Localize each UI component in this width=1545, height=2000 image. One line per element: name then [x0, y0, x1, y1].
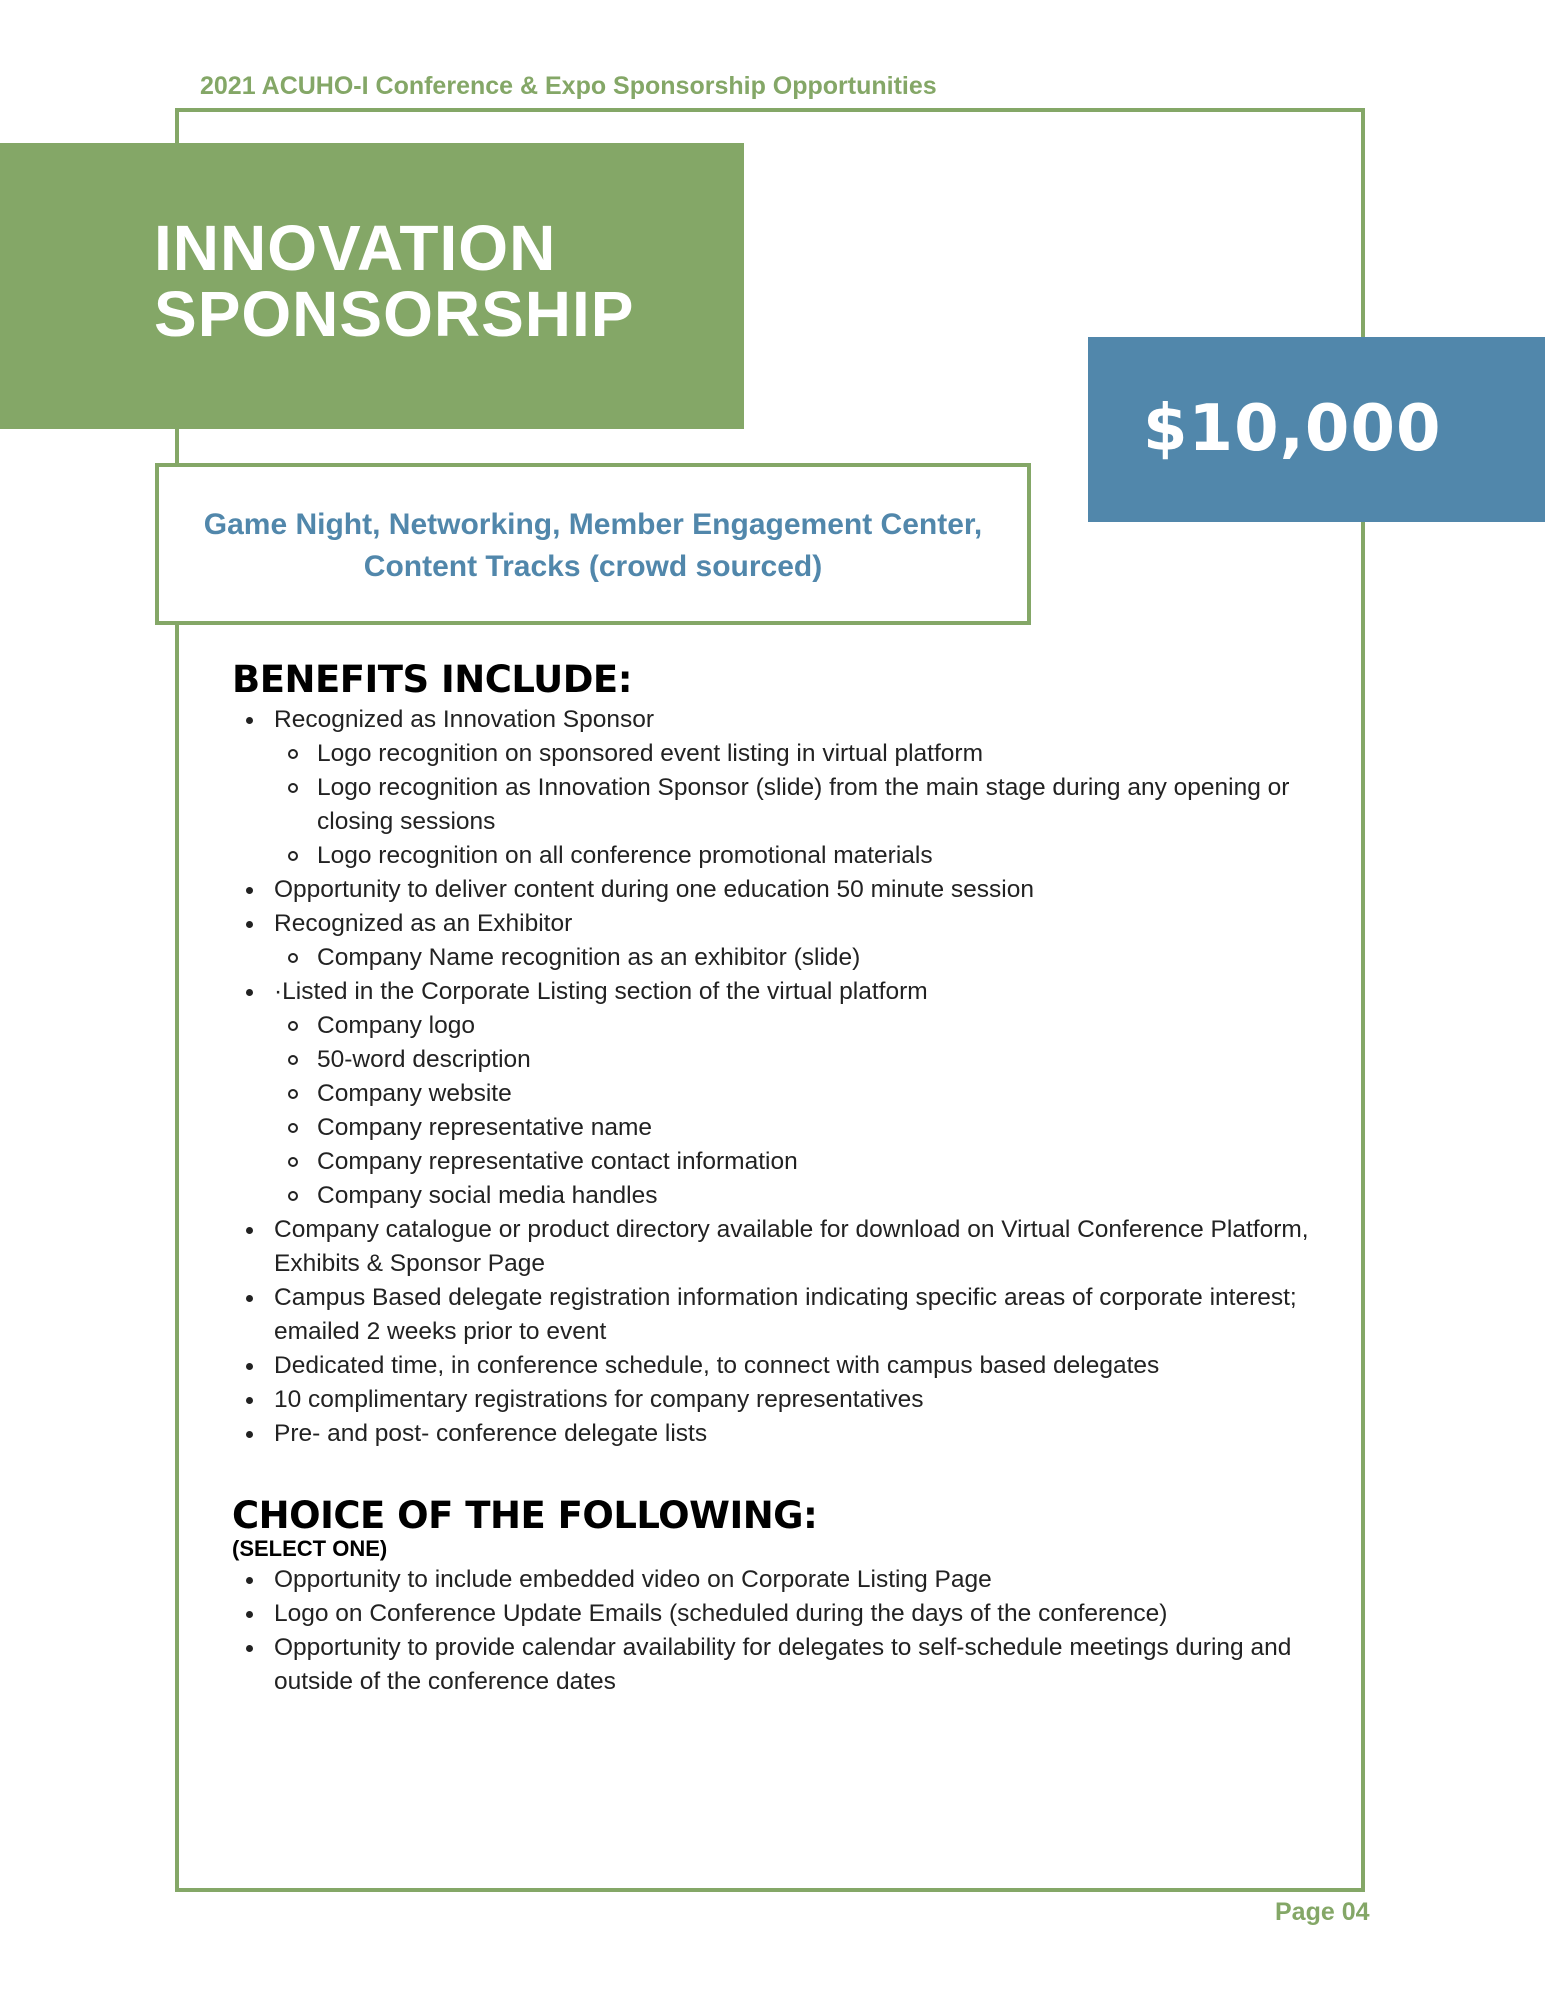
list-item: Recognized as Innovation Sponsor	[232, 703, 1312, 737]
list-item: Logo on Conference Update Emails (scheduled during the days of the conference)	[232, 1597, 1312, 1631]
choices-list	[232, 1563, 1312, 1699]
title-line-2: SPONSORSHIP	[154, 278, 635, 350]
sub-list-item: Company social media handles	[232, 1179, 1312, 1213]
sub-list-item: Company representative name	[232, 1111, 1312, 1145]
events-line-2: Content Tracks (crowd sourced)	[363, 550, 823, 583]
list-item: 10 complimentary registrations for company representatives	[232, 1383, 1312, 1417]
list-item: Opportunity to deliver content during one education 50 minute session	[232, 873, 1312, 907]
sub-list-item: Logo recognition on sponsored event listing in virtual platform	[232, 737, 1312, 771]
list-item: Company catalogue or product directory available for download on Virtual Conference Platform, Exhibits & Sponsor Page	[232, 1213, 1312, 1281]
list-item: Opportunity to provide calendar availability for delegates to self-schedule meetings during and outside of the conference dates	[232, 1631, 1312, 1699]
list-item: Campus Based delegate registration information indicating specific areas of corporate interest; emailed 2 weeks prior to event	[232, 1281, 1312, 1349]
choice-heading: CHOICE OF THE FOLLOWING:	[232, 1494, 818, 1537]
list-item: Pre- and post- conference delegate lists	[232, 1417, 1312, 1451]
sub-list-item: Logo recognition on all conference promotional materials	[232, 839, 1312, 873]
sponsorship-title	[154, 212, 635, 350]
list-item: Opportunity to include embedded video on Corporate Listing Page	[232, 1563, 1312, 1597]
sponsored-events-text	[159, 504, 1027, 588]
sub-list-item: Company logo	[232, 1009, 1312, 1043]
sub-list-item: Logo recognition as Innovation Sponsor (slide) from the main stage during any opening or closing sessions	[232, 771, 1312, 839]
list-item: Dedicated time, in conference schedule, to connect with campus based delegates	[232, 1349, 1312, 1383]
sub-list-item: 50-word description	[232, 1043, 1312, 1077]
sub-list-item: Company representative contact information	[232, 1145, 1312, 1179]
benefits-heading: BENEFITS INCLUDE:	[232, 658, 632, 701]
benefits-list	[232, 703, 1312, 1451]
price-value: $10,000	[1143, 392, 1442, 466]
price-banner	[1088, 337, 1545, 522]
events-line-1: Game Night, Networking, Member Engagement Center,	[203, 508, 983, 541]
list-item: ·Listed in the Corporate Listing section of the virtual platform	[232, 975, 1312, 1009]
document-header-title: 2021 ACUHO-I Conference & Expo Sponsorship Opportunities	[200, 72, 937, 100]
title-banner	[0, 143, 744, 429]
list-item: Recognized as an Exhibitor	[232, 907, 1312, 941]
page-number: Page 04	[1275, 1898, 1370, 1926]
sponsored-events-box	[155, 463, 1031, 625]
sub-list-item: Company Name recognition as an exhibitor (slide)	[232, 941, 1312, 975]
title-line-1: INNOVATION	[154, 212, 557, 284]
choice-subheading: (SELECT ONE)	[232, 1536, 388, 1561]
sub-list-item: Company website	[232, 1077, 1312, 1111]
